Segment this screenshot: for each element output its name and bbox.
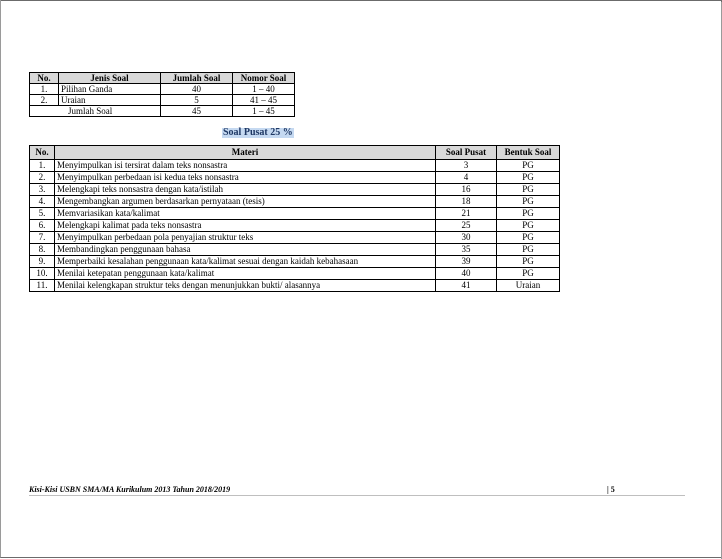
materi-cell-no: 3. — [30, 184, 55, 196]
table-row — [30, 220, 560, 232]
materi-cell-soal: 25 — [436, 220, 497, 232]
summary-header-jumlah: Jumlah Soal — [161, 73, 233, 84]
summary-total-nomor: 1 – 45 — [233, 106, 295, 117]
materi-cell-no: 5. — [30, 208, 55, 220]
summary-header-no: No. — [30, 73, 59, 84]
table-row — [30, 160, 560, 172]
summary-cell-jenis: Uraian — [59, 95, 161, 106]
materi-cell-bentuk: PG — [497, 160, 560, 172]
materi-cell-bentuk: PG — [497, 172, 560, 184]
materi-header-bentuk-soal: Bentuk Soal — [497, 146, 560, 160]
materi-header-materi: Materi — [55, 146, 436, 160]
materi-cell-soal: 3 — [436, 160, 497, 172]
materi-header-row — [30, 146, 560, 160]
materi-cell-soal: 40 — [436, 268, 497, 280]
summary-total-row — [30, 106, 295, 117]
summary-header-jenis: Jenis Soal — [59, 73, 161, 84]
materi-cell-soal: 18 — [436, 196, 497, 208]
materi-cell-bentuk: PG — [497, 232, 560, 244]
materi-cell-soal: 41 — [436, 280, 497, 292]
materi-cell-no: 9. — [30, 256, 55, 268]
materi-cell-materi: Menyimpulkan perbedaan isi kedua teks nonsastra — [55, 172, 436, 184]
materi-cell-materi: Melengkapi teks nonsastra dengan kata/istilah — [55, 184, 436, 196]
materi-table — [29, 145, 560, 292]
materi-cell-bentuk: PG — [497, 196, 560, 208]
table-row — [30, 244, 560, 256]
materi-cell-soal: 16 — [436, 184, 497, 196]
materi-cell-bentuk: Uraian — [497, 280, 560, 292]
table-row — [30, 268, 560, 280]
summary-cell-jumlah: 5 — [161, 95, 233, 106]
summary-cell-no: 2. — [30, 95, 59, 106]
summary-table — [29, 72, 295, 117]
summary-cell-no: 1. — [30, 84, 59, 95]
table-row — [30, 184, 560, 196]
footer-divider — [29, 495, 685, 496]
materi-cell-no: 4. — [30, 196, 55, 208]
materi-cell-bentuk: PG — [497, 268, 560, 280]
materi-cell-materi: Menilai kelengkapan struktur teks dengan menunjukkan bukti/ alasannya — [55, 280, 436, 292]
summary-header-nomor: Nomor Soal — [233, 73, 295, 84]
materi-cell-bentuk: PG — [497, 184, 560, 196]
materi-header-no: No. — [30, 146, 55, 160]
materi-cell-materi: Menyimpulkan perbedaan pola penyajian struktur teks — [55, 232, 436, 244]
materi-cell-no: 1. — [30, 160, 55, 172]
materi-cell-materi: Membandingkan penggunaan bahasa — [55, 244, 436, 256]
materi-cell-no: 11. — [30, 280, 55, 292]
summary-header-row — [30, 73, 295, 84]
footer-page-number: | 5 — [607, 485, 615, 494]
materi-cell-materi: Menyimpulkan isi tersirat dalam teks nonsastra — [55, 160, 436, 172]
materi-cell-materi: Mengembangkan argumen berdasarkan pernyataan (tesis) — [55, 196, 436, 208]
materi-cell-soal: 35 — [436, 244, 497, 256]
summary-cell-nomor: 41 – 45 — [233, 95, 295, 106]
summary-cell-nomor: 1 – 40 — [233, 84, 295, 95]
materi-cell-soal: 39 — [436, 256, 497, 268]
materi-cell-bentuk: PG — [497, 208, 560, 220]
materi-cell-bentuk: PG — [497, 220, 560, 232]
table-row — [30, 232, 560, 244]
table-row — [30, 84, 295, 95]
section-title: Soal Pusat 25 % — [223, 127, 293, 138]
table-row — [30, 172, 560, 184]
table-row — [30, 196, 560, 208]
summary-cell-jenis: Pilihan Ganda — [59, 84, 161, 95]
materi-cell-soal: 4 — [436, 172, 497, 184]
materi-cell-no: 6. — [30, 220, 55, 232]
table-row — [30, 256, 560, 268]
materi-cell-no: 2. — [30, 172, 55, 184]
materi-header-soal-pusat: Soal Pusat — [436, 146, 497, 160]
summary-total-jumlah: 45 — [161, 106, 233, 117]
materi-cell-bentuk: PG — [497, 256, 560, 268]
materi-cell-materi: Menilai ketepatan penggunaan kata/kalimat — [55, 268, 436, 280]
materi-cell-no: 7. — [30, 232, 55, 244]
summary-total-label: Jumlah Soal — [30, 106, 161, 117]
materi-cell-bentuk: PG — [497, 244, 560, 256]
table-row — [30, 95, 295, 106]
summary-cell-jumlah: 40 — [161, 84, 233, 95]
table-row — [30, 280, 560, 292]
materi-cell-materi: Memvariasikan kata/kalimat — [55, 208, 436, 220]
materi-cell-soal: 21 — [436, 208, 497, 220]
materi-cell-materi: Memperbaiki kesalahan penggunaan kata/kalimat sesuai dengan kaidah kebahasaan — [55, 256, 436, 268]
table-row — [30, 208, 560, 220]
materi-cell-no: 10. — [30, 268, 55, 280]
materi-cell-materi: Melengkapi kalimat pada teks nonsastra — [55, 220, 436, 232]
materi-cell-soal: 30 — [436, 232, 497, 244]
materi-cell-no: 8. — [30, 244, 55, 256]
footer-text: Kisi-Kisi USBN SMA/MA Kurikulum 2013 Tahun 2018/2019 — [29, 485, 231, 494]
